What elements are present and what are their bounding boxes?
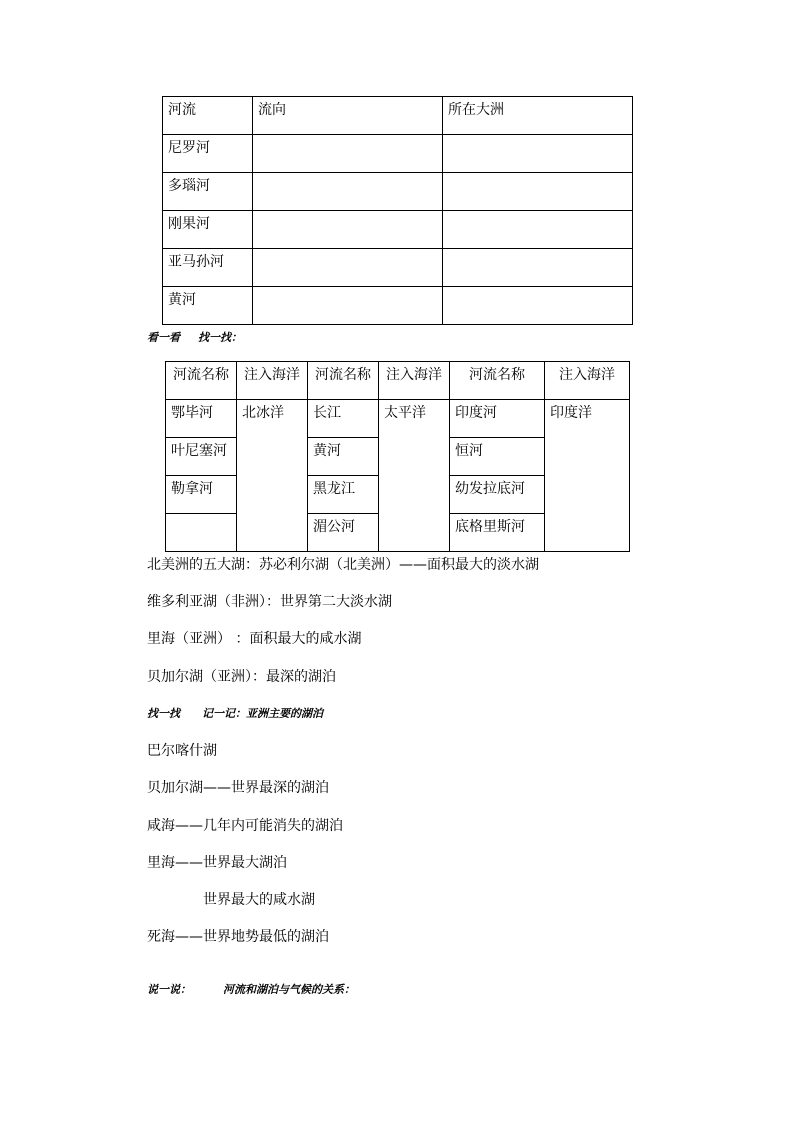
- rivers-oceans-table: [165, 361, 630, 552]
- table-row: [163, 173, 633, 211]
- header-river-name: 河流名称: [308, 362, 379, 400]
- heading-part-look: 看一看: [147, 331, 180, 344]
- river-name-cell: 湄公河: [308, 514, 379, 552]
- river-name-cell: 多瑙河: [163, 173, 253, 211]
- rivers-direction-table: [162, 96, 633, 325]
- heading-part-relation: 河流和湖泊与气候的关系：: [223, 983, 355, 996]
- asia-lake-caspian-note: 世界最大的咸水湖: [203, 892, 315, 908]
- table-row: [163, 135, 633, 173]
- header-ocean: 注入海洋: [545, 362, 630, 400]
- header-continent: 所在大洲: [443, 97, 633, 135]
- lake-fact-great-lakes: 北美洲的五大湖：苏必利尔湖（北美洲）——面积最大的淡水湖: [147, 557, 539, 573]
- continent-cell: [443, 173, 633, 211]
- header-ocean: 注入海洋: [379, 362, 450, 400]
- river-name-cell: 底格里斯河: [450, 514, 545, 552]
- river-name-cell: 恒河: [450, 438, 545, 476]
- table-row: [166, 400, 630, 438]
- lake-fact-caspian: 里海（亚洲） ：面积最大的咸水湖: [147, 631, 362, 647]
- direction-cell: [253, 211, 443, 249]
- asia-lake-caspian: 里海——世界最大湖泊: [147, 855, 287, 871]
- look-find-heading: [147, 331, 242, 345]
- header-river: 河流: [163, 97, 253, 135]
- heading-part-talk: 说一说：: [147, 983, 191, 996]
- continent-cell: [443, 249, 633, 287]
- direction-cell: [253, 249, 443, 287]
- river-name-cell: 印度河: [450, 400, 545, 438]
- direction-cell: [253, 287, 443, 325]
- asia-lake-dead-sea: 死海——世界地势最低的湖泊: [147, 929, 329, 945]
- river-name-cell: 幼发拉底河: [450, 476, 545, 514]
- river-name-cell: 勒拿河: [166, 476, 237, 514]
- continent-cell: [443, 287, 633, 325]
- table-row: [163, 287, 633, 325]
- header-direction: 流向: [253, 97, 443, 135]
- table-row: [163, 249, 633, 287]
- river-name-cell: 黄河: [308, 438, 379, 476]
- lake-fact-victoria: 维多利亚湖（非洲）：世界第二大淡水湖: [147, 594, 392, 610]
- continent-cell: [443, 211, 633, 249]
- table-header-row: [163, 97, 633, 135]
- river-name-cell: 鄂毕河: [166, 400, 237, 438]
- river-name-cell: 刚果河: [163, 211, 253, 249]
- heading-part-remember: 记一记：亚洲主要的湖泊: [202, 707, 323, 720]
- find-remember-heading: [147, 707, 323, 721]
- table-header-row: [166, 362, 630, 400]
- river-name-cell: [166, 514, 237, 552]
- river-name-cell: 亚马孙河: [163, 249, 253, 287]
- ocean-cell: 印度洋: [545, 400, 630, 552]
- header-river-name: 河流名称: [166, 362, 237, 400]
- river-name-cell: 叶尼塞河: [166, 438, 237, 476]
- ocean-cell: 北冰洋: [237, 400, 308, 552]
- asia-lake-baikal: 贝加尔湖——世界最深的湖泊: [147, 780, 329, 796]
- heading-part-find: 找一找：: [198, 331, 242, 344]
- asia-lake-balkhash: 巴尔喀什湖: [147, 743, 217, 759]
- talk-heading: [147, 983, 355, 997]
- lake-fact-baikal: 贝加尔湖（亚洲）：最深的湖泊: [147, 669, 336, 685]
- river-name-cell: 黄河: [163, 287, 253, 325]
- continent-cell: [443, 135, 633, 173]
- table-row: [163, 211, 633, 249]
- header-river-name: 河流名称: [450, 362, 545, 400]
- direction-cell: [253, 173, 443, 211]
- direction-cell: [253, 135, 443, 173]
- heading-part-find: 找一找: [147, 707, 180, 720]
- river-name-cell: 尼罗河: [163, 135, 253, 173]
- river-name-cell: 长江: [308, 400, 379, 438]
- header-ocean: 注入海洋: [237, 362, 308, 400]
- river-name-cell: 黑龙江: [308, 476, 379, 514]
- ocean-cell: 太平洋: [379, 400, 450, 552]
- asia-lake-aral: 咸海——几年内可能消失的湖泊: [147, 818, 343, 834]
